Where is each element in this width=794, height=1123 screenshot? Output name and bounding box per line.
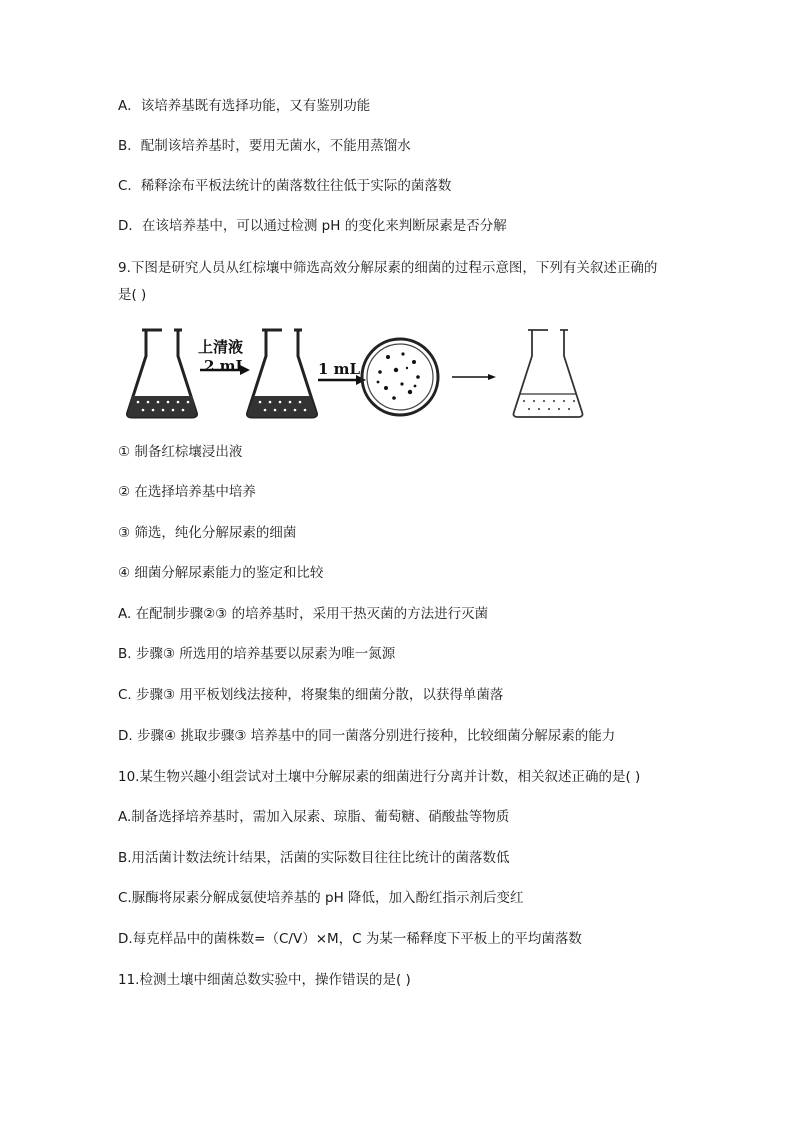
step-1: ① 制备红棕壤浸出液 [118,444,243,460]
option-b-prev: B．配制该培养基时，要用无菌水，不能用蒸馏水 [118,138,411,154]
experiment-diagram-svg [118,322,598,427]
question-9-option-c: C. 步骤③ 用平板划线法接种，将聚集的细菌分散，以获得单菌落 [118,687,504,703]
label-1ml: 1 mL [318,360,361,378]
step-4: ④ 细菌分解尿素能力的鉴定和比较 [118,565,324,581]
question-9-option-b: B. 步骤③ 所选用的培养基要以尿素为唯一氮源 [118,646,396,662]
label-supernatant: 上清液 [198,338,244,356]
flask-1-icon [128,330,197,417]
question-9-stem-line2: 是( ) [118,287,147,303]
arrow-3-icon [452,374,496,380]
question-11-stem: 11.检测土壤中细菌总数实验中，操作错误的是( ) [118,972,411,988]
step-2: ② 在选择培养基中培养 [118,484,256,500]
question-10-option-b: B.用活菌计数法统计结果，活菌的实际数目往往比统计的菌落数低 [118,850,510,866]
option-d-prev: D．在该培养基中，可以通过检测 pH 的变化来判断尿素是否分解 [118,218,507,234]
question-10-option-c: C.脲酶将尿素分解成氨使培养基的 pH 降低，加入酚红指示剂后变红 [118,890,524,906]
question-10-option-a: A.制备选择培养基时，需加入尿素、琼脂、葡萄糖、硝酸盐等物质 [118,809,510,825]
question-9-option-d: D. 步骤④ 挑取步骤③ 培养基中的同一菌落分别进行接种，比较细菌分解尿素的能力 [118,728,616,744]
option-a-prev: A．该培养基既有选择功能，又有鉴别功能 [118,98,371,114]
step-3: ③ 筛选，纯化分解尿素的细菌 [118,525,297,541]
option-c-prev: C．稀释涂布平板法统计的菌落数往往低于实际的菌落数 [118,178,452,194]
label-2ml: 2 mL [204,357,247,375]
flask-2-icon [248,330,317,417]
petri-dish-icon [362,339,438,415]
question-9-stem-line1: 9.下图是研究人员从红棕壤中筛选高效分解尿素的细菌的过程示意图，下列有关叙述正确的 [118,260,658,276]
flask-3-icon [514,330,583,417]
question-9-option-a: A. 在配制步骤②③ 的培养基时，采用干热灭菌的方法进行灭菌 [118,606,489,622]
question-10-option-d: D.每克样品中的菌株数=（C/V）×M，C 为某一稀释度下平板上的平均菌落数 [118,931,582,947]
question-10-stem: 10.某生物兴趣小组尝试对土壤中分解尿素的细菌进行分离并计数，相关叙述正确的是( ) [118,769,641,785]
experiment-diagram [118,322,598,427]
